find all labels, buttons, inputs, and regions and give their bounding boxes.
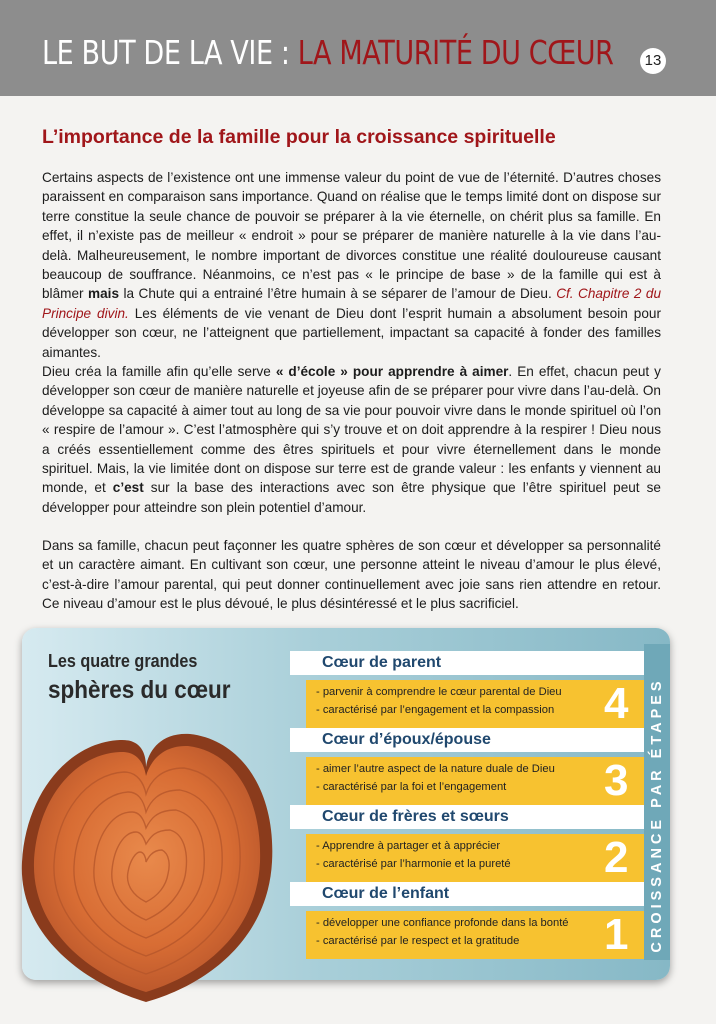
section-title: L’importance de la famille pour la croissance spirituelle <box>42 126 556 148</box>
stage-card <box>306 680 644 728</box>
panel-title-line-2: sphères du cœur <box>48 676 231 704</box>
stage-number: 4 <box>604 679 629 728</box>
page-header <box>0 0 716 96</box>
paragraph-1 <box>42 168 661 362</box>
growth-label: CROISSANCE PAR ÉTAPES <box>649 677 665 953</box>
paragraph-1-text-b: la Chute qui a entrainé l’être humain à se séparer de l’amour de Dieu. <box>119 286 557 302</box>
stage-heading-text: Cœur d’époux/épouse <box>322 731 491 748</box>
stage-number: 3 <box>604 756 629 805</box>
tree-rings-heart-image <box>10 712 282 1012</box>
stage-heading <box>290 728 644 752</box>
stage-card <box>306 834 644 882</box>
stage-line: - caractérisé par l’engagement et la compassion <box>316 704 555 716</box>
stage-card <box>306 911 644 959</box>
stage-heading-text: Cœur de parent <box>322 654 442 671</box>
chapter-reference: Cf. Chapitre 2 du Principe divin. <box>42 286 662 321</box>
paragraph-2-text-b: . En effet, chacun peut y développer son cœur de manière naturelle et joyeuse afin de se préparer pour vivre dans l’au-delà. On développe sa capacité à aimer tout au long de sa vie pour pouvoir vivre dans le monde spirituel où l’on « respire de l’amour ». C’est l’atmosphère qui s’y trouve et on doit apprendre à la respirer ! Dieu nous a créés essentiellement comme des êtres spirituels et pour vivre éternellement dans le monde spirituel. Mais, la vie limitée dont on dispose sur terre est de grande valeur : les enfants y viennent au monde, et <box>42 364 661 496</box>
stage-line: - aimer l’autre aspect de la nature duale de Dieu <box>316 763 555 775</box>
paragraph-2-bold-2: c’est <box>112 480 144 496</box>
stage-number: 2 <box>604 833 629 882</box>
stage-line: - caractérisé par la foi et l’engagement <box>316 781 507 793</box>
paragraph-1-text-c: Les éléments de vie venant de Dieu dont l’esprit humain a absolument besoin pour développer son cœur, ne l’atteignent que partiellement, impactant sa capacité à fonder des familles aimantes. <box>42 305 661 360</box>
stage-heading <box>290 882 644 906</box>
stage-card <box>306 757 644 805</box>
stage-number: 1 <box>604 910 629 959</box>
paragraph-1-text-a: Certains aspects de l’existence ont une immense valeur du point de vue de l’éternité. D’autres choses paraissent en comparaison sans importance. Quand on réalise que le temps limité dont on dispose sur terre constitue la seule chance de pouvoir se préparer à la vie éternelle, on chérit plus sa famille. En effet, il n’existe pas de meilleur « endroit » pour se préparer de manière naturelle à la vie dans l’au-delà. Malheureusement, le nombre important de divorces constitue une réalité douloureuse causant beaucoup de souffrance. Néanmoins, ce n’est pas « le principe de base » de la famille qui est à blâmer <box>42 170 661 302</box>
paragraph-3: Dans sa famille, chacun peut façonner les quatre sphères de son cœur et développer sa personnalité et un caractère aimant. En cultivant son cœur, une personne atteint le niveau d’amour le plus élevé, c’est-à-dire l’amour parental, qui peut donner continuellement avec joie sans rien attendre en retour. Ce niveau d’amour est le plus dévoué, le plus désintéressé et le plus sacrificiel. <box>42 538 661 612</box>
paragraph-1-bold: mais <box>88 286 119 302</box>
stage-heading-text: Cœur de l’enfant <box>322 885 450 902</box>
panel-title-line-1: Les quatre grandes <box>48 651 198 671</box>
chapter-title-highlight: LA MATURITÉ DU CŒUR <box>297 33 614 72</box>
page-number: 13 <box>640 48 666 74</box>
paragraph-2-bold: « d’école » pour apprendre à aimer <box>275 364 509 379</box>
paragraph-2-text-c: sur la base des interactions avec son être physique que l’être spirituel peut se développer pour atteindre son plein potentiel d’amour. <box>42 480 661 515</box>
stage-line: - parvenir à comprendre le cœur parental de Dieu <box>316 686 562 698</box>
stage-line: - Apprendre à partager et à apprécier <box>316 840 501 852</box>
paragraph-2 <box>42 362 661 517</box>
stage-line: - caractérisé par le respect et la gratitude <box>316 935 520 947</box>
stage-line: - développer une confiance profonde dans la bonté <box>316 917 569 929</box>
paragraph-2-text-a: Dieu créa la famille afin qu’elle serve <box>42 364 276 379</box>
stage-line: - caractérisé par l’harmonie et la pureté <box>316 858 511 870</box>
stage-heading-text: Cœur de frères et sœurs <box>322 808 509 825</box>
stage-heading <box>290 805 644 829</box>
stage-heading <box>290 651 644 675</box>
chapter-title <box>42 33 614 72</box>
chapter-title-main: LE BUT DE LA VIE : <box>42 33 298 72</box>
